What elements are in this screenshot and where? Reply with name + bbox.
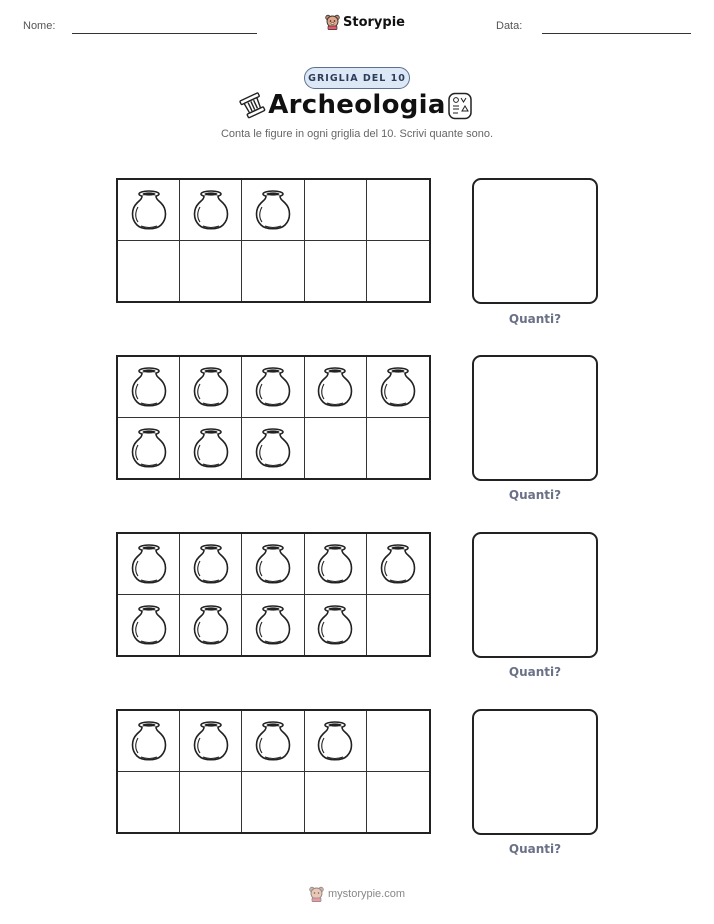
- ten-frame-cell: [367, 772, 429, 833]
- pot-icon: [315, 603, 355, 647]
- ten-frame-cell: [180, 711, 242, 772]
- ten-frame-cell: [180, 534, 242, 595]
- page-title: Archeologia: [268, 90, 446, 120]
- ten-frame-cell: [180, 180, 242, 241]
- ten-frame-cell: [305, 418, 367, 479]
- pot-icon: [315, 719, 355, 763]
- answer-label-1: Quanti?: [508, 312, 562, 326]
- ten-frame-3: [116, 532, 431, 657]
- pot-icon: [191, 426, 231, 470]
- pot-icon: [253, 719, 293, 763]
- pot-icon: [253, 426, 293, 470]
- pot-icon: [315, 542, 355, 586]
- ten-frame-cell: [242, 711, 304, 772]
- answer-label-3: Quanti?: [508, 665, 562, 679]
- ten-frame-cell: [180, 241, 242, 302]
- answer-label-2: Quanti?: [508, 488, 562, 502]
- footer-website: mystorypie.com: [327, 888, 406, 900]
- ten-frame-cell: [367, 241, 429, 302]
- pot-icon: [191, 188, 231, 232]
- worksheet-type-badge: GRIGLIA DEL 10: [304, 67, 410, 89]
- pot-icon: [191, 719, 231, 763]
- brand-logo: [325, 14, 405, 30]
- pot-icon: [191, 603, 231, 647]
- pot-icon: [378, 365, 418, 409]
- ten-frame-cell: [242, 595, 304, 656]
- pot-icon: [129, 719, 169, 763]
- ten-frame-4: [116, 709, 431, 834]
- ten-frame-cell: [305, 241, 367, 302]
- ten-frame-cell: [367, 180, 429, 241]
- date-label: Data:: [496, 20, 523, 32]
- ten-frame-2: [116, 355, 431, 480]
- pot-icon: [253, 542, 293, 586]
- pot-icon: [129, 365, 169, 409]
- pot-icon: [253, 188, 293, 232]
- date-line[interactable]: [542, 33, 691, 34]
- bear-mascot-icon: [309, 886, 324, 902]
- ten-frame-cell: [180, 595, 242, 656]
- ten-frame-cell: [367, 711, 429, 772]
- pot-icon: [191, 365, 231, 409]
- ten-frame-cell: [305, 534, 367, 595]
- ten-frame-cell: [305, 772, 367, 833]
- pot-icon: [253, 365, 293, 409]
- pot-icon: [129, 426, 169, 470]
- ten-frame-cell: [118, 711, 180, 772]
- ten-frame-cell: [242, 772, 304, 833]
- ten-frame-cell: [118, 357, 180, 418]
- ten-frame-cell: [180, 772, 242, 833]
- ten-frame-cell: [242, 534, 304, 595]
- pot-icon: [315, 365, 355, 409]
- ten-frame-cell: [242, 357, 304, 418]
- ten-frame-cell: [367, 418, 429, 479]
- name-line[interactable]: [72, 33, 257, 34]
- instructions: Conta le figure in ogni griglia del 10. Scrivi quante sono.: [220, 128, 494, 140]
- pot-icon: [129, 188, 169, 232]
- ten-frame-cell: [305, 711, 367, 772]
- name-label: Nome:: [23, 20, 56, 32]
- ten-frame-cell: [305, 180, 367, 241]
- footer: [0, 886, 714, 902]
- bear-mascot-icon: [325, 14, 340, 30]
- answer-box-2[interactable]: [472, 355, 598, 481]
- stone-tablet-icon: [447, 92, 473, 120]
- ten-frame-cell: [242, 418, 304, 479]
- answer-label-4: Quanti?: [508, 842, 562, 856]
- ten-frame-cell: [367, 534, 429, 595]
- ten-frame-1: [116, 178, 431, 303]
- ten-frame-cell: [118, 180, 180, 241]
- ten-frame-cell: [118, 772, 180, 833]
- ten-frame-cell: [118, 595, 180, 656]
- ten-frame-cell: [367, 595, 429, 656]
- pot-icon: [191, 542, 231, 586]
- pot-icon: [253, 603, 293, 647]
- answer-box-1[interactable]: [472, 178, 598, 304]
- pot-icon: [378, 542, 418, 586]
- ten-frame-cell: [305, 595, 367, 656]
- ten-frame-cell: [118, 241, 180, 302]
- ten-frame-cell: [118, 418, 180, 479]
- ten-frame-cell: [242, 180, 304, 241]
- answer-box-3[interactable]: [472, 532, 598, 658]
- ten-frame-cell: [367, 357, 429, 418]
- ten-frame-cell: [305, 357, 367, 418]
- ten-frame-cell: [118, 534, 180, 595]
- ten-frame-cell: [180, 418, 242, 479]
- brand-name: Storypie: [343, 14, 405, 30]
- answer-box-4[interactable]: [472, 709, 598, 835]
- ten-frame-cell: [180, 357, 242, 418]
- ten-frame-cell: [242, 241, 304, 302]
- pot-icon: [129, 603, 169, 647]
- pot-icon: [129, 542, 169, 586]
